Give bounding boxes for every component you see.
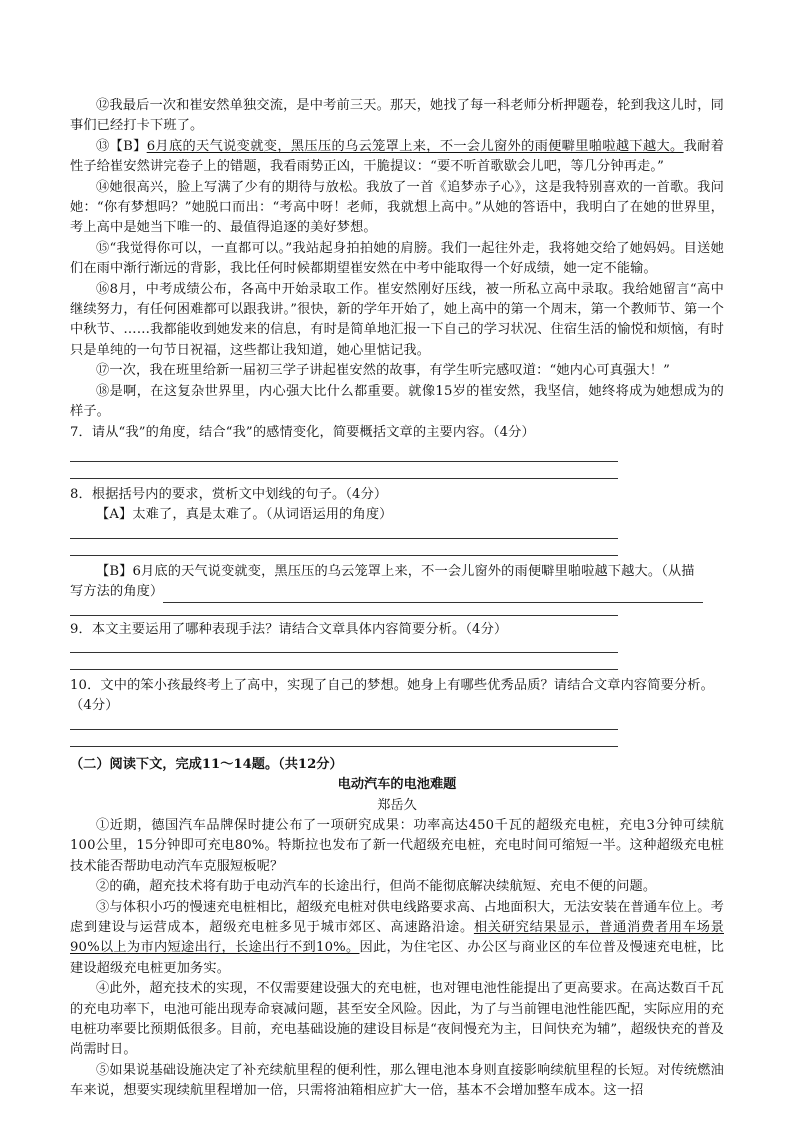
paragraph-12: ⑫我最后一次和崔安然单独交流，是中考前三天。那天，她找了每一科老师分析押题卷，轮到我这儿时，同事们已经打卡下班了。 [70, 98, 724, 134]
paragraph-18: ⑱是啊，在这复杂世界里，内心强大比什么都重要。就像15岁的崔安然，我坚信，她终将成为她想成为的样子。 [70, 383, 724, 420]
section-2-heading: （二）阅读下文，完成11～14题。（共12分） [70, 756, 343, 772]
article-paragraph-3-start: ③与体积小巧的慢速充电桩相比，超级充电桩对供电线路要求高、占地面积大，无法安装在普通车位上。考虑到建设与运营成本，超级充电桩多见于城市郊区、高速路沿途。 [70, 899, 724, 935]
underlined-sentence-b: 6月底的天气说变就变，黑压压的乌云笼罩上来，不一会儿窗外的雨便噼里啪啦越下越大。 [146, 138, 684, 154]
paragraph-13-rest: 我耐着性子给崔安然讲完卷子上的错题，我看雨势正凶，干脆提议：“要不听首歌歇会儿吧，等几分钟再走。” [70, 138, 725, 175]
answer-fill-line[interactable] [163, 588, 703, 603]
question-9: 9．本文主要运用了哪种表现手法？请结合文章具体内容简要分析。（4分） [70, 621, 508, 637]
underlined-sentence-3: 相关研究结果显示，普通消费者用车场景90%以上为市内短途出行，长途出行不到10%。 [70, 920, 724, 956]
article-paragraph-1: ①近期，德国汽车品牌保时捷公布了一项研究成果：功率高达450千瓦的超级充电桩，充电3分钟可续航100公里，15分钟即可充电80%。特斯拉也发布了新一代超级充电桩，充电时间可缩短一半。这种超级充电桩技术能否帮助电动汽车克服短板呢？ [70, 817, 724, 874]
question-8a: 【A】太难了，真是太难了。（从词语运用的角度） [96, 507, 393, 523]
question-10: 10．文中的笨小孩最终考上了高中，实现了自己的梦想。她身上有哪些优秀品质？请结合文章内容简要分析。（4分） [70, 677, 714, 714]
paragraph-14: ⑭她很高兴，脸上写满了少有的期待与放松。我放了一首《追梦赤子心》，这是我特别喜欢的一首歌。我问她：“你有梦想吗？”她脱口而出：“考高中呀！老师，我就想上高中。”从她的答语中，我明白了在她的世界里，考上高中是她当下唯一的、最值得追逐的美好梦想。 [70, 179, 724, 236]
article-paragraph-4: ④此外，超充技术的实现，不仅需要建设强大的充电桩，也对锂电池性能提出了更高要求。在高达数百千瓦的充电功率下，电池可能出现寿命衰减问题，甚至安全风险。因此，为了与当前锂电池性能匹配，实际应用的充电桩功率要比预期低很多。目前，充电基础设施的建设目标是“夜间慢充为主，日间快充为辅”，超级快充的普及尚需时日。 [70, 981, 724, 1058]
article-author: 郑岳久 [377, 797, 417, 813]
paragraph-15: ⑮“我觉得你可以，一直都可以。”我站起身拍拍她的肩膀。我们一起往外走，我将她交给了她妈妈。目送她们在雨中渐行渐远的背影，我比任何时候都期望崔安然在中考中能取得一个好成绩，她一定不能输。 [70, 240, 724, 277]
question-7: 7．请从“我”的角度，结合“我”的感情变化，简要概括文章的主要内容。（4分） [70, 424, 535, 440]
exam-page [70, 96, 724, 1102]
paragraph-17: ⑰一次，我在班里给新一届初三学子讲起崔安然的故事，有学生听完感叹道：“她内心可真强大！” [96, 363, 670, 379]
article-paragraph-2: ②的确，超充技术将有助于电动汽车的长途出行，但尚不能彻底解决续航短、充电不便的问题。 [96, 879, 657, 895]
paragraph-13 [70, 137, 724, 178]
article-title: 电动汽车的电池难题 [337, 777, 457, 793]
question-8b-cont [70, 582, 724, 602]
question-8: 8．根据括号内的要求，赏析文中划线的句子。（4分） [70, 486, 388, 502]
article-paragraph-3-rest: 因此，为住宅区、办公区与商业区的车位普及慢速充电桩，比建设超级充电桩更加务实。 [70, 940, 724, 976]
label-b: ⑬【B】 [96, 138, 147, 154]
article-paragraph-3 [70, 898, 724, 980]
paragraph-16: ⑯8月，中考成绩公布，各高中开始录取工作。崔安然刚好压线，被一所私立高中录取。我给她留言“高中继续努力，有任何困难都可以跟我讲。”很快，新的学年开始了，她上高中的第一个周末，第一个教师节、第一个中秋节、……我都能收到她发来的信息，有时是简单地汇报一下自己的学习状况、住宿生活的愉悦和烦恼，有时只是单纯的一句节日祝福，这些都让我知道，她心里惦记我。 [70, 281, 724, 358]
article-paragraph-5: ⑤如果说基础设施决定了补充续航里程的便利性，那么锂电池本身则直接影响续航里程的长短。对传统燃油车来说，想要实现续航里程增加一倍，只需将油箱相应扩大一倍，基本不会增加整车成本。这一招 [70, 1062, 724, 1099]
question-8b: 【B】6月底的天气说变就变，黑压压的乌云笼罩上来，不一会儿窗外的雨便噼里啪啦越下越大。（从描 [96, 563, 695, 579]
question-8b-tail: 写方法的角度） [70, 584, 164, 600]
